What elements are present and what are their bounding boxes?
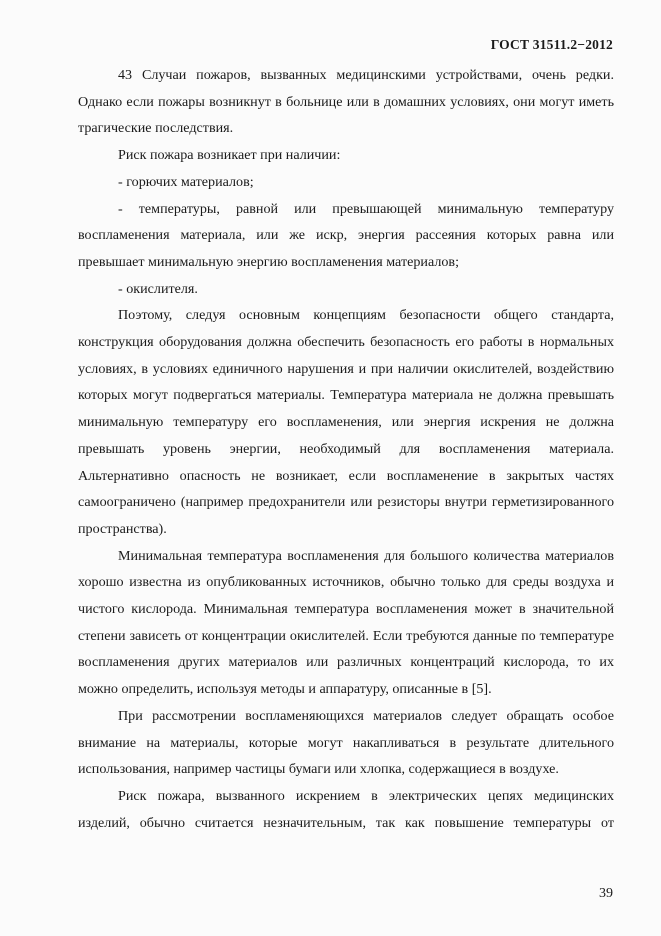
list-item-temperature: - температуры, равной или превышающей минимальную температуру воспламенения материала, или же искр, энергия рассеяния которых равна или превышает минимальную энергию воспламенения материалов; (78, 200, 614, 270)
paragraph-fire-risk-intro: Риск пожара возникает при наличии: (118, 147, 341, 164)
paragraph-sparking-risk: Риск пожара, вызванного искрением в электрических цепях медицинских изделий, обычно считается незначительным, так как повышение температуры от (78, 787, 614, 831)
list-item-combustible-materials: - горючих материалов; (118, 173, 254, 190)
body-text (78, 62, 614, 836)
standard-header: ГОСТ 31511.2−2012 (490, 37, 613, 52)
paragraph-flammable-materials: При рассмотрении воспламеняющихся материалов следует обращать особое внимание на материалы, которые могут накапливаться в результате длительного использования, например частицы бумаги или хлопка, содержащиеся в воздухе. (78, 707, 614, 778)
list-item-oxidizer: - окислителя. (118, 280, 198, 297)
paragraph-ignition-temperature: Минимальная температура воспламенения для большого количества материалов хорошо известна из опубликованных источников, обычно только для среды воздуха и чистого кислорода. Минимальная температура воспламенения может в значительной степени зависеть от концентрации окислителей. Если требуются данные по температуре воспламенения других материалов или различных концентраций кислорода, то их можно определить, используя методы и аппаратуру, описанные в [5]. (78, 547, 614, 698)
page-number: 39 (599, 886, 613, 901)
paragraph-fire-cases: 43 Случаи пожаров, вызванных медицинскими устройствами, очень редки. Однако если пожары возникнут в больнице или в домашних условиях, они могут иметь трагические последствия. (78, 67, 614, 137)
paragraph-safety-concepts: Поэтому, следуя основным концепциям безопасности общего стандарта, конструкция оборудования должна обеспечить безопасность его работы в нормальных условиях, в условиях единичного нарушения и при наличии окислителей, воздействию которых могут подвергаться материалы. Температура материала не должна превышать минимальную температуру его воспламенения, или энергия искрения не должна превышать уровень энергии, необходимый для воспламенения материала. Альтернативно опасность не возникает, если воспламенение в закрытых частях самоограничено (например предохранители или резисторы внутри герметизированного пространства). (78, 307, 614, 537)
